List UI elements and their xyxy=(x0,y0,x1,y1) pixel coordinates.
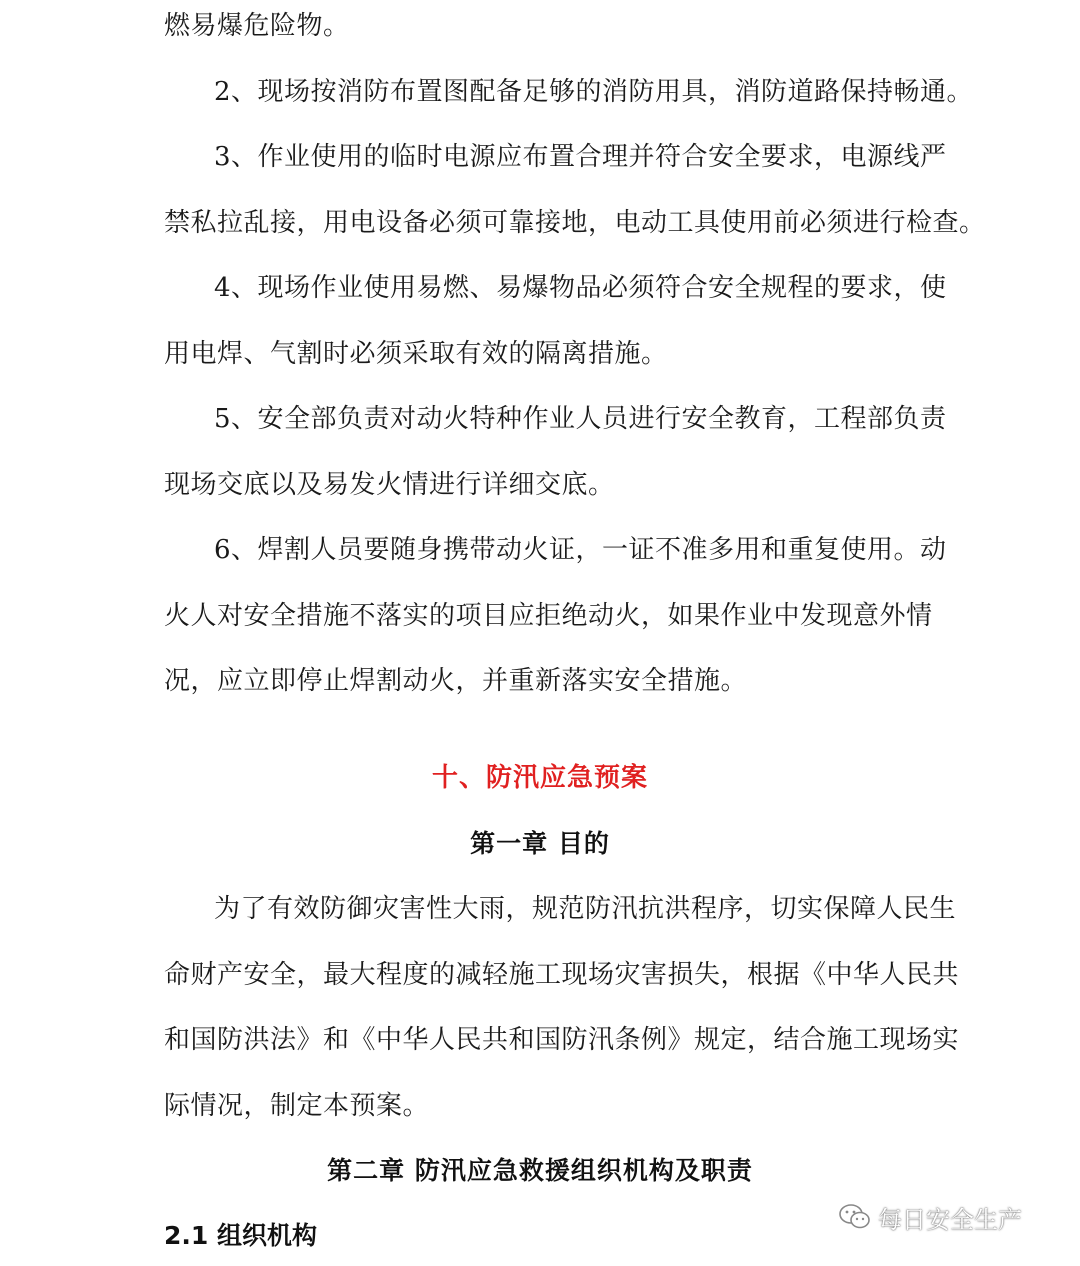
paragraph-line: 和国防洪法》和《中华人民共和国防汛条例》规定，结合施工现场实 xyxy=(164,1025,960,1055)
paragraph-line: 际情况，制定本预案。 xyxy=(164,1091,430,1121)
watermark xyxy=(838,1200,1022,1234)
paragraph-line: 用电焊、气割时必须采取有效的隔离措施。 xyxy=(164,339,668,369)
section-title: 十、防汛应急预案 xyxy=(431,763,648,793)
paragraph-line: 5、安全部负责对动火特种作业人员进行安全教育，工程部负责 xyxy=(214,404,947,434)
paragraph-line: 2、现场按消防布置图配备足够的消防用具，消防道路保持畅通。 xyxy=(214,77,974,107)
paragraph-line: 为了有效防御灾害性大雨，规范防汛抗洪程序，切实保障人民生 xyxy=(214,894,957,924)
chapter-title: 第一章 目的 xyxy=(470,829,610,858)
paragraph-line: 现场交底以及易发火情进行详细交底。 xyxy=(164,470,615,500)
chapter-title: 第二章 防汛应急救援组织机构及职责 xyxy=(327,1156,753,1185)
subsection-title: 2.1 组织机构 xyxy=(164,1221,317,1250)
paragraph-line: 命财产安全，最大程度的减轻施工现场灾害损失，根据《中华人民共 xyxy=(164,960,960,990)
paragraph-line: 火人对安全措施不落实的项目应拒绝动火，如果作业中发现意外情 xyxy=(164,601,933,631)
paragraph-line: 禁私拉乱接，用电设备必须可靠接地，电动工具使用前必须进行检查。 xyxy=(164,208,986,238)
paragraph-line: 4、现场作业使用易燃、易爆物品必须符合安全规程的要求，使 xyxy=(214,273,947,303)
watermark-text: 每日安全生产 xyxy=(878,1205,1022,1234)
paragraph-line: 6、焊割人员要随身携带动火证，一证不准多用和重复使用。动 xyxy=(214,535,947,565)
wechat-icon xyxy=(838,1202,872,1232)
paragraph-line: 况，应立即停止焊割动火，并重新落实安全措施。 xyxy=(164,666,748,696)
paragraph-line: 燃易爆危险物。 xyxy=(164,11,350,41)
paragraph-line: 3、作业使用的临时电源应布置合理并符合安全要求，电源线严 xyxy=(214,142,947,172)
